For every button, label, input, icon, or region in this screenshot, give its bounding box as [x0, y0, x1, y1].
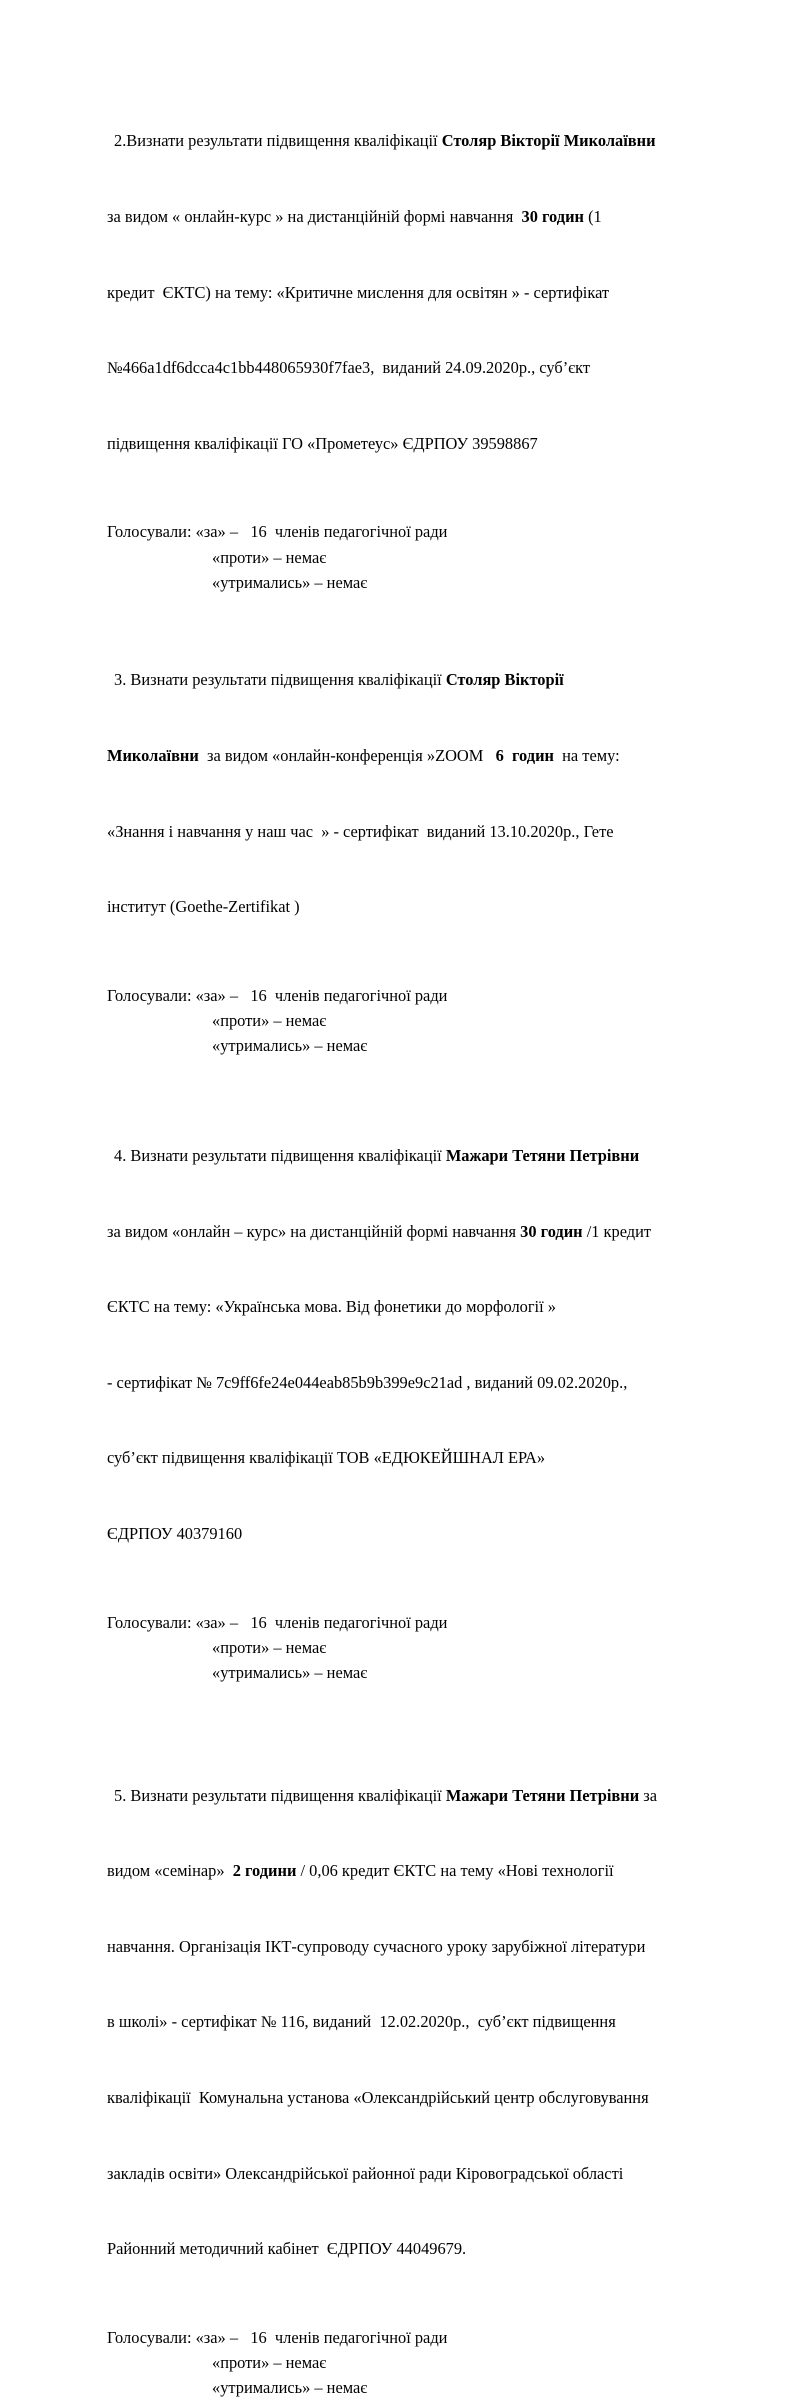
resolution-item-3	[107, 617, 736, 970]
resolution-person-name: Столяр Вікторії	[445, 670, 564, 690]
vote-line-abstained: «утримались» – немає	[212, 572, 368, 592]
resolution-text: за видом «онлайн – курс» на дистанційній формі навчання	[107, 1221, 521, 1241]
resolution-provider: кваліфікації Комунальна установа «Олександрійський центр обслуговування	[107, 2088, 649, 2108]
resolution-person-name-cont: Миколаївни	[107, 746, 199, 766]
resolution-text: на тему:	[553, 746, 620, 766]
resolution-line: кредит ЄКТС) на тему: «Критичне мислення для освітян » - сертифікат	[107, 282, 610, 302]
spacer	[107, 2312, 736, 2325]
document-body	[107, 78, 736, 2400]
resolution-item-2	[107, 78, 736, 506]
resolution-text: /1 кредит	[582, 1221, 652, 1241]
resolution-provider: підвищення кваліфікації ГО «Прометеус» ЄДРПОУ 39598867	[107, 433, 538, 453]
spacer	[107, 1597, 736, 1610]
resolution-hours: 30 годин	[521, 207, 584, 227]
resolution-item-5	[107, 1732, 736, 2312]
resolution-text: видом «семінар»	[107, 1861, 233, 1881]
resolution-line: «Знання і навчання у наш час » - сертифікат виданий 13.10.2020р., Гете	[107, 821, 614, 841]
resolution-edrpou: ЄДРПОУ 40379160	[107, 1523, 243, 1543]
resolution-line	[107, 667, 736, 692]
resolution-text: / 0,06 кредит ЄКТС на тему «Нові технології	[296, 1861, 614, 1881]
vote-line-abstained: «утримались» – немає	[212, 2378, 368, 2398]
vote-line-against: «проти» – немає	[212, 1011, 327, 1031]
resolution-text: 5. Визнати результати підвищення кваліфікації	[114, 1785, 446, 1805]
resolution-line	[107, 1143, 736, 1168]
resolution-text: (1	[583, 207, 602, 227]
resolution-text: за видом « онлайн-курс » на дистанційній формі навчання	[107, 207, 522, 227]
resolution-provider: інститут (Goethe-Zertifikat )	[107, 897, 300, 917]
vote-block-item-4	[107, 1610, 736, 1686]
vote-block-item-5	[107, 2325, 736, 2400]
resolution-line	[107, 1219, 736, 1244]
spacer	[107, 595, 736, 617]
resolution-certificate-number: в школі» - сертифікат № 116, виданий 12.02.2020р., суб’єкт підвищення	[107, 2012, 616, 2032]
resolution-person-name: Столяр Вікторії Миколаївни	[441, 131, 656, 151]
resolution-certificate-number: №466a1df6dcca4c1bb448065930f7fae3, виданий 24.09.2020р., суб’єкт	[107, 358, 591, 378]
resolution-line	[107, 1783, 736, 1808]
vote-line-against: «проти» – немає	[212, 1637, 327, 1657]
resolution-line	[107, 128, 736, 153]
vote-block-item-3	[107, 983, 736, 1059]
resolution-line	[107, 1858, 736, 1883]
vote-line-for: Голосували: «за» – 16 членів педагогічної ради	[107, 2327, 448, 2347]
resolution-certificate-number: - сертифікат № 7c9ff6fe24e044eab85b9b399e9c21ad , виданий 09.02.2020р.,	[107, 1372, 628, 1392]
spacer	[107, 970, 736, 983]
vote-line-for: Голосували: «за» – 16 членів педагогічної ради	[107, 522, 448, 542]
resolution-text: 3. Визнати результати підвищення кваліфікації	[114, 670, 446, 690]
resolution-text: за видом «онлайн-конференція »ZOOM	[198, 746, 496, 766]
resolution-person-name: Мажари Тетяни Петрівни	[445, 1785, 640, 1805]
vote-block-item-2	[107, 519, 736, 595]
resolution-line	[107, 743, 736, 768]
vote-line-against: «проти» – немає	[212, 2353, 327, 2373]
resolution-provider: суб’єкт підвищення кваліфікації ТОВ «ЕДЮКЕЙШНАЛ ЕРА»	[107, 1448, 546, 1468]
resolution-text: 2.Визнати результати підвищення кваліфікації	[114, 131, 442, 151]
resolution-line	[107, 204, 736, 229]
spacer	[107, 506, 736, 519]
vote-line-against: «проти» – немає	[212, 547, 327, 567]
vote-line-abstained: «утримались» – немає	[212, 1036, 368, 1056]
resolution-provider-cont: закладів освіти» Олександрійської районної ради Кіровоградської області	[107, 2163, 624, 2183]
resolution-text: 4. Визнати результати підвищення кваліфікації	[114, 1145, 446, 1165]
resolution-hours: 2 години	[232, 1861, 297, 1881]
resolution-hours: 6 годин	[495, 746, 554, 766]
spacer	[107, 1059, 736, 1093]
vote-line-for: Голосували: «за» – 16 членів педагогічної ради	[107, 1612, 448, 1632]
resolution-person-name: Мажари Тетяни Петрівни	[445, 1145, 640, 1165]
resolution-hours: 30 годин	[520, 1221, 583, 1241]
resolution-line: ЄКТС на тему: «Українська мова. Від фонетики до морфології »	[107, 1297, 556, 1317]
resolution-edrpou: Районний методичний кабінет ЄДРПОУ 44049679.	[107, 2239, 467, 2259]
resolution-text: за	[639, 1785, 658, 1805]
spacer	[107, 1685, 736, 1732]
resolution-item-4	[107, 1093, 736, 1597]
vote-line-abstained: «утримались» – немає	[212, 1662, 368, 1682]
resolution-line: навчання. Організація ІКТ-супроводу сучасного уроку зарубіжної літератури	[107, 1936, 646, 1956]
vote-line-for: Голосували: «за» – 16 членів педагогічної ради	[107, 985, 448, 1005]
